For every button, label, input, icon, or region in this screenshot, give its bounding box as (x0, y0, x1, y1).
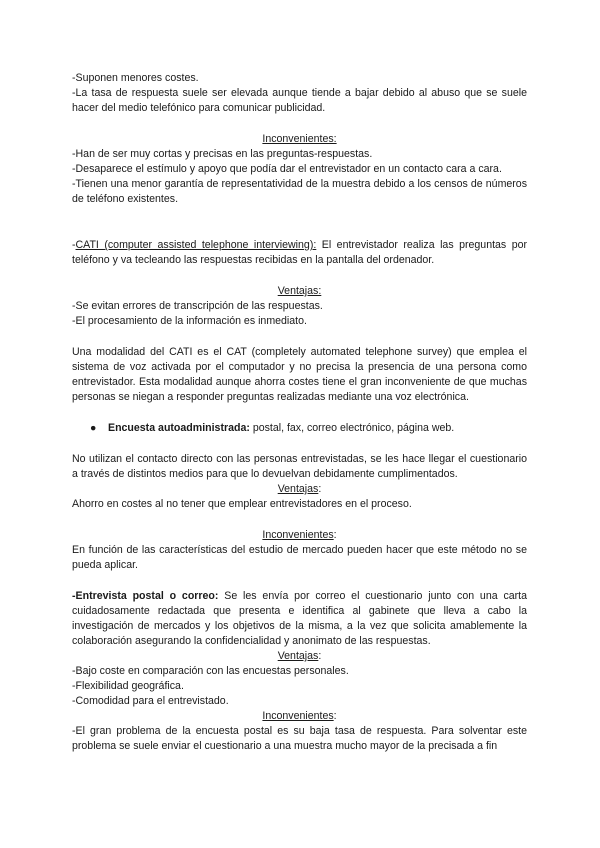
text-line: -Se evitan errores de transcripción de las respuestas. (72, 300, 323, 312)
inconvenientes-heading: Inconvenientes: (262, 133, 337, 145)
ventajas-heading: Ventajas: (277, 285, 322, 297)
postal-title: -Entrevista postal o correo: (72, 590, 219, 602)
ventajas-heading: Ventajas: (277, 650, 322, 662)
inconvenientes-heading: Inconvenientes: (262, 529, 337, 541)
auto-desc: postal, fax, correo electrónico, página web. (249, 422, 455, 434)
dash: - (72, 239, 76, 251)
auto-title: Encuesta autoadministrada: (108, 422, 250, 434)
text-line: Ahorro en costes al no tener que emplear entrevistadores en el proceso. (72, 498, 412, 510)
cati-desc: El entrevistador realiza las preguntas por teléfono y va tecleando las respuestas recibidas en la pantalla del ordenador. (72, 239, 528, 266)
text-paragraph: No utilizan el contacto directo con las personas entrevistadas, se les hace llegar el cuestionario a través de distintos medios para que lo devuelvan debidamente cumplimentados. (72, 453, 527, 480)
text-line: -Comodidad para el entrevistado. (72, 695, 229, 707)
text-line: -Flexibilidad geográfica. (72, 680, 184, 692)
cati-paragraph (72, 238, 527, 268)
text-line: -Suponen menores costes. (72, 72, 199, 84)
bullet-item (90, 421, 527, 436)
postal-paragraph (72, 589, 527, 649)
text-paragraph: -La tasa de respuesta suele ser elevada aunque tiende a bajar debido al abuso que se suele hacer del medio telefónico para comunicar publicidad. (72, 87, 527, 114)
text-line: -El procesamiento de la información es inmediato. (72, 315, 307, 327)
text-paragraph: En función de las características del estudio de mercado pueden hacer que este método no se pueda aplicar. (72, 544, 527, 571)
text-line: -Desaparece el estímulo y apoyo que podía dar el entrevistador en un contacto cara a cara. (72, 163, 502, 175)
inconvenientes-heading: Inconvenientes: (262, 710, 337, 722)
text-line: -Bajo coste en comparación con las encuestas personales. (72, 665, 349, 677)
text-paragraph: -El gran problema de la encuesta postal es su baja tasa de respuesta. Para solventar este problema se suele enviar el cuestionario a una muestra mucho mayor de la precisada a fin (72, 725, 527, 752)
cati-term: CATI (computer assisted telephone interviewing): (75, 239, 317, 251)
cat-paragraph: Una modalidad del CATI es el CAT (completely automated telephone survey) que emplea el sistema de voz activada por el computador y no precisa la presencia de una persona como entrevistador. Esta modalidad aunque ahorra costes tiene el gran inconveniente de que muchas personas se niegan a responder preguntas realizadas mediante una voz electrónica. (72, 346, 527, 403)
postal-desc: Se les envía por correo el cuestionario junto con una carta cuidadosamente redactada que presenta e identifica al gabinete que lleva a cabo la investigación de mercados y los objetivos de la misma, a la vez que solicita amablemente la colaboración asegurando la confidencialidad y anonimato de las respuestas. (72, 590, 527, 647)
bullet-icon: ● (90, 422, 97, 434)
text-paragraph: -Tienen una menor garantía de representatividad de la muestra debido a los censos de números de teléfono existentes. (72, 178, 527, 205)
document-page (72, 71, 527, 754)
text-line: -Han de ser muy cortas y precisas en las preguntas-respuestas. (72, 148, 373, 160)
ventajas-heading: Ventajas: (277, 483, 322, 495)
